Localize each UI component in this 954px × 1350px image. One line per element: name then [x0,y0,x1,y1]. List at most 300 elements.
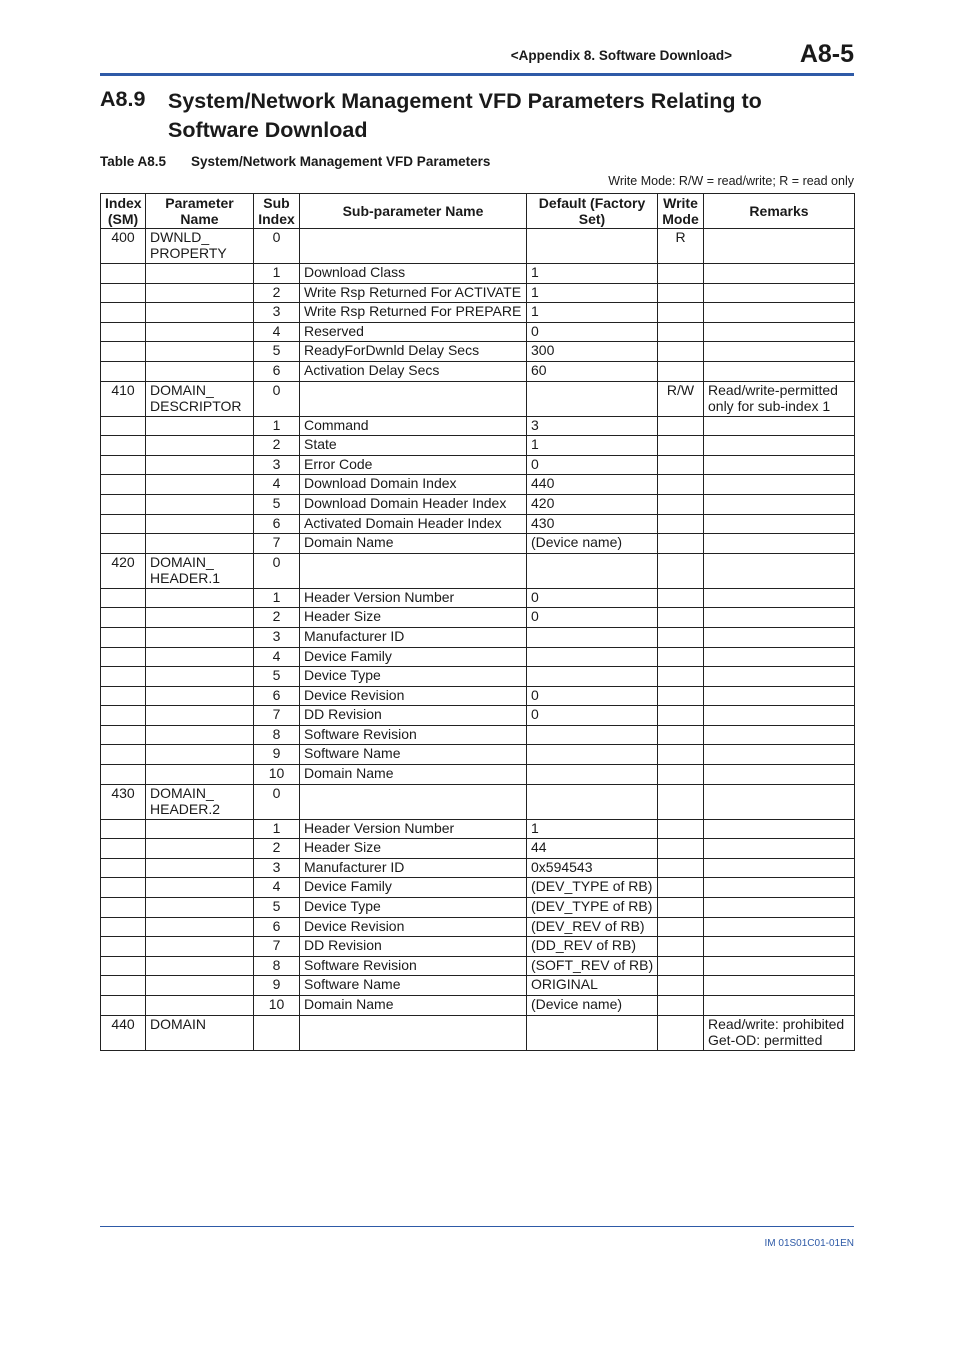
table-row [101,1015,855,1050]
remarks-cell [704,819,855,839]
sub-parameter-name-cell: Write Rsp Returned For ACTIVATE [300,283,527,303]
table-row [101,917,855,937]
remarks-cell [704,667,855,687]
sub-index-cell: 0 [254,784,300,819]
index-cell [101,858,146,878]
parameter-name-cell [146,608,254,628]
write-mode-cell: R [658,229,704,264]
index-cell [101,996,146,1016]
sub-parameter-name-cell: Software Revision [300,956,527,976]
header-rule [100,73,854,76]
index-cell [101,898,146,918]
index-cell: 430 [101,784,146,819]
index-cell [101,725,146,745]
parameter-name-cell [146,264,254,284]
index-cell [101,494,146,514]
sub-parameter-name-cell: Device Type [300,898,527,918]
sub-parameter-name-cell: State [300,436,527,456]
default-cell: 1 [527,819,658,839]
sub-index-cell: 2 [254,436,300,456]
table-row [101,706,855,726]
write-mode-cell [658,878,704,898]
default-cell [527,667,658,687]
write-mode-cell [658,455,704,475]
sub-index-cell: 6 [254,361,300,381]
sub-index-cell: 1 [254,588,300,608]
default-cell: 0x594543 [527,858,658,878]
remarks-cell [704,917,855,937]
sub-index-cell: 5 [254,667,300,687]
parameter-name-cell [146,745,254,765]
column-header: Write Mode [658,194,704,229]
remarks-cell [704,956,855,976]
sub-parameter-name-cell: DD Revision [300,706,527,726]
default-cell [527,647,658,667]
sub-index-cell: 6 [254,514,300,534]
default-cell: 0 [527,608,658,628]
sub-index-cell: 2 [254,608,300,628]
default-cell: 300 [527,342,658,362]
write-mode-cell [658,627,704,647]
table-caption-title: System/Network Management VFD Parameters [191,154,491,169]
remarks-cell [704,898,855,918]
table-caption-label: Table A8.5 [100,154,167,169]
parameter-name-cell [146,627,254,647]
sub-index-cell: 3 [254,455,300,475]
remarks-cell [704,706,855,726]
remarks-cell [704,937,855,957]
index-cell: 420 [101,553,146,588]
write-mode-cell [658,264,704,284]
write-mode-cell [658,858,704,878]
write-mode-cell [658,553,704,588]
sub-parameter-name-cell: Reserved [300,322,527,342]
column-header: Parameter Name [146,194,254,229]
sub-index-cell: 10 [254,996,300,1016]
default-cell: 420 [527,494,658,514]
index-cell [101,956,146,976]
sub-index-cell: 1 [254,416,300,436]
index-cell [101,706,146,726]
table-row [101,667,855,687]
default-cell: (DEV_REV of RB) [527,917,658,937]
parameter-name-cell [146,686,254,706]
sub-index-cell [254,1015,300,1050]
sub-parameter-name-cell: Download Domain Header Index [300,494,527,514]
sub-index-cell: 9 [254,745,300,765]
sub-parameter-name-cell: Header Size [300,608,527,628]
default-cell: 0 [527,455,658,475]
default-cell: 1 [527,283,658,303]
table-row [101,784,855,819]
remarks-cell [704,588,855,608]
table-row [101,553,855,588]
parameter-name-cell [146,588,254,608]
parameter-name-cell [146,667,254,687]
parameter-name-cell [146,858,254,878]
write-mode-cell [658,475,704,495]
page-id: A8-5 [799,40,854,68]
table-row [101,514,855,534]
table-row [101,898,855,918]
parameter-name-cell [146,322,254,342]
index-cell [101,342,146,362]
table-row [101,322,855,342]
parameter-name-cell [146,436,254,456]
table-row [101,229,855,264]
index-cell [101,264,146,284]
write-mode-cell [658,686,704,706]
index-cell [101,608,146,628]
default-cell: 440 [527,475,658,495]
remarks-cell [704,361,855,381]
parameter-name-cell [146,342,254,362]
table-row [101,494,855,514]
sub-index-cell: 0 [254,381,300,416]
sub-parameter-name-cell: Domain Name [300,765,527,785]
parameter-name-cell [146,956,254,976]
index-cell [101,361,146,381]
sub-index-cell: 9 [254,976,300,996]
index-cell [101,627,146,647]
remarks-cell: Read/write: prohibited Get-OD: permitted [704,1015,855,1050]
index-cell [101,283,146,303]
sub-parameter-name-cell: Write Rsp Returned For PREPARE [300,303,527,323]
default-cell: 0 [527,322,658,342]
sub-index-cell: 4 [254,475,300,495]
sub-index-cell: 7 [254,937,300,957]
sub-parameter-name-cell [300,553,527,588]
sub-parameter-name-cell: Manufacturer ID [300,627,527,647]
write-mode-cell [658,937,704,957]
sub-parameter-name-cell [300,784,527,819]
table-row [101,839,855,859]
default-cell [527,553,658,588]
parameter-name-cell [146,475,254,495]
parameter-name-cell [146,514,254,534]
table-row [101,381,855,416]
remarks-cell [704,283,855,303]
index-cell [101,745,146,765]
default-cell [527,725,658,745]
write-mode-cell [658,608,704,628]
sub-parameter-name-cell: Device Family [300,878,527,898]
remarks-cell [704,436,855,456]
write-mode-cell [658,322,704,342]
index-cell [101,534,146,554]
chapter-header: <Appendix 8. Software Download> [510,48,732,63]
sub-parameter-name-cell: Domain Name [300,996,527,1016]
default-cell: 1 [527,436,658,456]
parameter-name-cell [146,303,254,323]
parameter-name-cell: DWNLD_ PROPERTY [146,229,254,264]
sub-parameter-name-cell: Activation Delay Secs [300,361,527,381]
table-header-row [101,194,855,229]
table-row [101,996,855,1016]
sub-parameter-name-cell: Manufacturer ID [300,858,527,878]
table-row [101,956,855,976]
remarks-cell [704,725,855,745]
sub-index-cell: 8 [254,725,300,745]
index-cell [101,765,146,785]
parameter-name-cell [146,416,254,436]
remarks-cell [704,878,855,898]
parameter-name-cell [146,283,254,303]
write-mode-cell [658,647,704,667]
sub-parameter-name-cell [300,229,527,264]
sub-parameter-name-cell: Device Type [300,667,527,687]
sub-index-cell: 1 [254,264,300,284]
table-row [101,725,855,745]
write-mode-cell [658,784,704,819]
default-cell: 60 [527,361,658,381]
write-mode-cell [658,956,704,976]
sub-index-cell: 10 [254,765,300,785]
write-mode-cell [658,534,704,554]
parameter-name-cell [146,647,254,667]
index-cell: 410 [101,381,146,416]
sub-parameter-name-cell: Command [300,416,527,436]
parameter-name-cell [146,725,254,745]
table-row [101,264,855,284]
write-mode-cell [658,725,704,745]
default-cell: 3 [527,416,658,436]
parameter-name-cell [146,976,254,996]
sub-parameter-name-cell: Domain Name [300,534,527,554]
sub-index-cell: 3 [254,858,300,878]
table-row [101,608,855,628]
column-header: Sub Index [254,194,300,229]
sub-index-cell: 1 [254,819,300,839]
index-cell [101,917,146,937]
sub-index-cell: 5 [254,494,300,514]
sub-parameter-name-cell: Header Version Number [300,588,527,608]
table-row [101,878,855,898]
parameter-name-cell [146,898,254,918]
remarks-cell [704,996,855,1016]
index-cell [101,514,146,534]
index-cell [101,976,146,996]
sub-index-cell: 0 [254,229,300,264]
write-mode-cell [658,436,704,456]
write-mode-cell [658,745,704,765]
remarks-cell [704,839,855,859]
column-header: Index (SM) [101,194,146,229]
parameter-name-cell [146,819,254,839]
default-cell: 1 [527,303,658,323]
index-cell [101,819,146,839]
write-mode-cell [658,1015,704,1050]
table-row [101,858,855,878]
parameter-name-cell [146,534,254,554]
remarks-cell [704,553,855,588]
table-row [101,976,855,996]
default-cell: (DEV_TYPE of RB) [527,878,658,898]
parameter-name-cell [146,878,254,898]
sub-parameter-name-cell: ReadyForDwnld Delay Secs [300,342,527,362]
table-row [101,534,855,554]
remarks-cell [704,416,855,436]
table-row [101,303,855,323]
index-cell [101,686,146,706]
table-row [101,588,855,608]
section-number: A8.9 [100,87,146,111]
write-mode-cell [658,303,704,323]
write-mode-note: Write Mode: R/W = read/write; R = read only [608,174,854,188]
parameter-name-cell: DOMAIN_ DESCRIPTOR [146,381,254,416]
remarks-cell [704,303,855,323]
table-row [101,745,855,765]
sub-parameter-name-cell: Device Revision [300,686,527,706]
sub-index-cell: 6 [254,686,300,706]
write-mode-cell [658,588,704,608]
parameter-name-cell [146,494,254,514]
remarks-cell [704,494,855,514]
sub-parameter-name-cell: Device Family [300,647,527,667]
sub-parameter-name-cell: Software Name [300,976,527,996]
default-cell [527,229,658,264]
index-cell: 400 [101,229,146,264]
column-header: Remarks [704,194,855,229]
write-mode-cell [658,667,704,687]
default-cell [527,627,658,647]
footer-rule [100,1226,854,1227]
sub-parameter-name-cell [300,1015,527,1050]
index-cell [101,455,146,475]
default-cell: (SOFT_REV of RB) [527,956,658,976]
default-cell: (DD_REV of RB) [527,937,658,957]
remarks-cell [704,514,855,534]
index-cell [101,878,146,898]
index-cell [101,436,146,456]
sub-index-cell: 0 [254,553,300,588]
parameter-name-cell [146,706,254,726]
remarks-cell [704,322,855,342]
write-mode-cell [658,514,704,534]
sub-parameter-name-cell: Download Domain Index [300,475,527,495]
remarks-cell [704,858,855,878]
remarks-cell [704,745,855,765]
table-row [101,819,855,839]
sub-parameter-name-cell: Error Code [300,455,527,475]
table-row [101,416,855,436]
default-cell: 44 [527,839,658,859]
write-mode-cell [658,996,704,1016]
remarks-cell [704,229,855,264]
write-mode-cell [658,976,704,996]
sub-index-cell: 5 [254,342,300,362]
write-mode-cell [658,361,704,381]
parameter-name-cell [146,839,254,859]
sub-parameter-name-cell: Activated Domain Header Index [300,514,527,534]
table-row [101,475,855,495]
table-body [101,229,855,1051]
sub-index-cell: 3 [254,303,300,323]
write-mode-cell [658,416,704,436]
parameter-name-cell [146,937,254,957]
table-row [101,686,855,706]
sub-index-cell: 7 [254,706,300,726]
default-cell: ORIGINAL [527,976,658,996]
sub-parameter-name-cell: Download Class [300,264,527,284]
remarks-cell [704,264,855,284]
remarks-cell [704,534,855,554]
default-cell [527,745,658,765]
section-title: System/Network Management VFD Parameters Relating to Software Download [168,89,762,142]
sub-parameter-name-cell [300,381,527,416]
sub-index-cell: 8 [254,956,300,976]
parameter-name-cell: DOMAIN_ HEADER.2 [146,784,254,819]
sub-parameter-name-cell: Device Revision [300,917,527,937]
table-row [101,342,855,362]
index-cell: 440 [101,1015,146,1050]
sub-parameter-name-cell: Header Size [300,839,527,859]
table-row [101,283,855,303]
parameter-name-cell: DOMAIN [146,1015,254,1050]
default-cell: (Device name) [527,534,658,554]
remarks-cell [704,608,855,628]
remarks-cell [704,784,855,819]
sub-parameter-name-cell: DD Revision [300,937,527,957]
write-mode-cell: R/W [658,381,704,416]
index-cell [101,588,146,608]
remarks-cell [704,455,855,475]
sub-index-cell: 4 [254,878,300,898]
sub-index-cell: 4 [254,322,300,342]
sub-index-cell: 2 [254,283,300,303]
column-header: Sub-parameter Name [300,194,527,229]
table-row [101,361,855,381]
index-cell [101,475,146,495]
sub-parameter-name-cell: Software Revision [300,725,527,745]
sub-index-cell: 2 [254,839,300,859]
parameter-name-cell [146,917,254,937]
parameter-name-cell [146,765,254,785]
table-row [101,455,855,475]
write-mode-cell [658,283,704,303]
write-mode-cell [658,765,704,785]
remarks-cell [704,475,855,495]
document-id: IM 01S01C01-01EN [764,1238,854,1249]
remarks-cell [704,627,855,647]
default-cell [527,784,658,819]
write-mode-cell [658,819,704,839]
write-mode-cell [658,342,704,362]
index-cell [101,937,146,957]
default-cell: 0 [527,686,658,706]
parameter-name-cell [146,455,254,475]
default-cell: 0 [527,706,658,726]
default-cell [527,381,658,416]
remarks-cell [704,765,855,785]
table-row [101,436,855,456]
write-mode-cell [658,494,704,514]
parameter-name-cell [146,996,254,1016]
default-cell: 430 [527,514,658,534]
remarks-cell [704,976,855,996]
table-row [101,647,855,667]
default-cell [527,765,658,785]
parameters-table [100,193,855,1051]
remarks-cell [704,342,855,362]
write-mode-cell [658,706,704,726]
sub-index-cell: 5 [254,898,300,918]
sub-parameter-name-cell: Header Version Number [300,819,527,839]
index-cell [101,416,146,436]
table-row [101,627,855,647]
index-cell [101,303,146,323]
default-cell [527,1015,658,1050]
